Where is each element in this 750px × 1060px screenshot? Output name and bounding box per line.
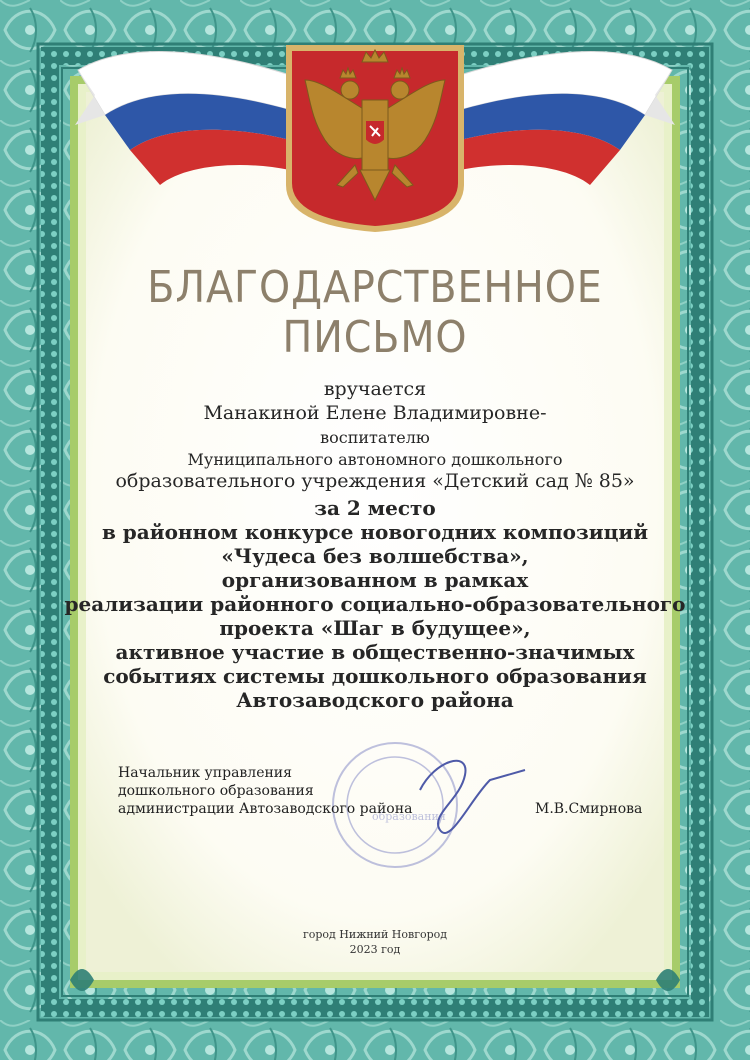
recipient-role: воспитателю xyxy=(320,428,430,447)
contest-line3: организованном в рамках xyxy=(221,568,529,592)
contest-line6: активное участие в общественно-значимых xyxy=(115,640,635,664)
coat-of-arms-emblem xyxy=(0,0,750,260)
contest-line2: «Чудеса без волшебства», xyxy=(221,544,529,568)
document-title-line2: ПИСЬМО xyxy=(282,312,468,363)
contest-line7: событиях системы дошкольного образования xyxy=(103,664,647,688)
contest-line5: проекта «Шаг в будущее», xyxy=(219,616,531,640)
document-title-line1: БЛАГОДАРСТВЕННОЕ xyxy=(147,262,603,313)
contest-line1: в районном конкурсе новогодних композиций xyxy=(101,520,649,544)
place-awarded: за 2 место xyxy=(314,496,436,520)
signatory-name: М.В.Смирнова xyxy=(535,801,643,817)
organization-line2: образовательного учреждения «Детский сад № 85» xyxy=(115,470,635,492)
st-george-shield xyxy=(365,120,385,145)
recipient-name: Манакиной Елене Владимировне- xyxy=(203,402,547,424)
footer-year: 2023 год xyxy=(349,943,401,956)
organization-line1: Муниципального автономного дошкольного xyxy=(187,450,563,469)
flag-ribbon-left xyxy=(75,51,290,185)
contest-line4: реализации районного социально-образовательного xyxy=(64,592,686,616)
signatory-line2: дошкольного образования xyxy=(118,783,314,799)
signatory-line1: Начальник управления xyxy=(118,765,292,781)
contest-line8: Автозаводского района xyxy=(236,688,514,712)
footer-city: город Нижний Новгород xyxy=(302,928,448,941)
stamp-text: образования xyxy=(372,810,446,823)
awarded-label: вручается xyxy=(323,378,427,400)
signatory-line3: администрации Автозаводского района xyxy=(118,801,413,817)
flag-ribbon-right xyxy=(460,51,675,185)
